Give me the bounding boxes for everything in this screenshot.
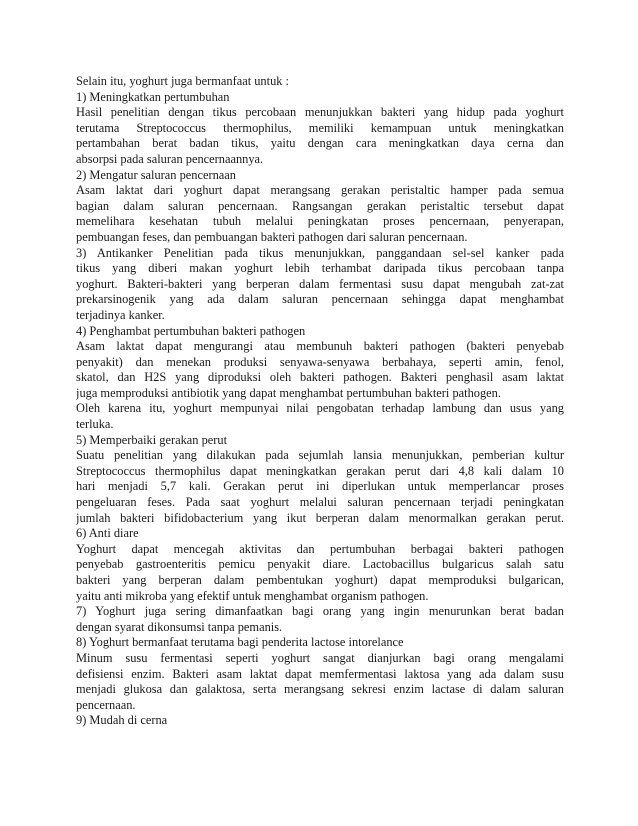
text-line: defisiensi enzim. Bakteri asam laktat dapat memfermentasi laktosa yang ada dalam susu <box>76 666 564 681</box>
text-line: Selain itu, yoghurt juga bermanfaat untuk : <box>76 74 290 88</box>
text-line: tikus yang diberi makan yoghurt lebih terhambat daripada tikus percobaan tanpa <box>76 261 564 276</box>
text-line: penyebab gastroenteritis pemicu penyakit diare. Lactobacillus bulgaricus salah satu <box>76 557 564 572</box>
text-line: dengan syarat dikonsumsi tanpa pemanis. <box>76 619 283 634</box>
text-line: yaitu anti mikroba yang efektif untuk menghambat organism pathogen. <box>76 588 429 603</box>
text-line: 5) Memperbaiki gerakan perut <box>76 432 228 447</box>
text-line: Oleh karena itu, yoghurt mempunyai nilai pengobatan terhadap lambung dan usus yang <box>76 401 564 416</box>
text-line: penyakit) dan menekan produksi senyawa-senyawa berbahaya, seperti amin, fenol, <box>76 354 564 369</box>
text-line: pengeluaran feses. Pada saat yoghurt melalui saluran pencernaan terjadi peningkatan <box>76 495 564 510</box>
text-line: 1) Meningkatkan pertumbuhan <box>76 89 230 104</box>
text-line: 8) Yoghurt bermanfaat terutama bagi penderita lactose intorelance <box>76 635 404 650</box>
text-line: prekarsinogenik yang ada dalam saluran pencernaan sehingga dapat menghambat <box>76 292 564 307</box>
text-line: Streptococcus thermophilus dapat meningkatkan gerakan perut dari 4,8 kali dalam 10 <box>76 463 564 478</box>
text-line: hari menjadi 5,7 kali. Gerakan perut ini diperlukan untuk memperlancar proses <box>76 479 564 494</box>
text-line: absorpsi pada saluran pencernaannya. <box>76 151 264 166</box>
text-line: skatol, dan H2S yang diproduksi oleh bakteri pathogen. Bakteri penghasil asam laktat <box>76 370 564 385</box>
text-line: jumlah bakteri bifidobacterium yang ikut berperan dalam menormalkan gerakan perut. <box>76 510 564 525</box>
text-line: Yoghurt dapat mencegah aktivitas dan pertumbuhan berbagai bakteri pathogen <box>76 541 564 556</box>
text-line: Minum susu fermentasi seperti yoghurt sangat dianjurkan bagi orang mengalami <box>76 650 564 665</box>
text-line: 2) Mengatur saluran pencernaan <box>76 167 236 182</box>
text-line: bakteri yang berperan dalam pembentukan yoghurt) dapat memproduksi bulgarican, <box>76 573 564 587</box>
text-line: pembuangan feses, dan pembuangan bakteri pathogen dari saluran pencernaan. <box>76 229 468 244</box>
text-line: 9) Mudah di cerna <box>76 713 168 728</box>
text-line: terluka. <box>76 417 114 432</box>
text-line: 4) Penghambat pertumbuhan bakteri pathogen <box>76 323 306 338</box>
text-line: 7) Yoghurt juga sering dimanfaatkan bagi orang yang ingin menurunkan berat badan <box>76 604 564 619</box>
document-body <box>76 74 564 729</box>
text-line: 3) Antikanker Penelitian pada tikus menunjukkan, panggandaan sel-sel kanker pada <box>76 245 564 260</box>
text-line: Asam laktat dapat mengurangi atau membunuh bakteri pathogen (bakteri penyebab <box>76 339 564 354</box>
text-line: pertambahan berat badan tikus, yaitu dengan cara meningkatkan daya cerna dan <box>76 136 564 151</box>
text-line: 6) Anti diare <box>76 526 139 541</box>
text-line: bagian dalam saluran pencernaan. Rangsangan gerakan peristaltic tersebut dapat <box>76 198 564 213</box>
text-line: juga memproduksi antibiotik yang dapat menghambat pertumbuhan bakteri pathogen. <box>76 385 501 400</box>
text-line: Suatu penelitian yang dilakukan pada sejumlah lansia menunjukkan, pemberian kultur <box>76 448 564 463</box>
text-line: terjadinya kanker. <box>76 307 165 322</box>
text-line: Hasil penelitian dengan tikus percobaan menunjukkan bakteri yang hidup pada yoghurt <box>76 105 564 120</box>
text-line: yoghurt. Bakteri-bakteri yang berperan dalam fermentasi susu dapat mengubah zat-zat <box>76 276 564 291</box>
text-line: terutama Streptococcus thermophilus, memiliki kemampuan untuk meningkatkan <box>76 120 564 135</box>
text-line: Asam laktat dari yoghurt dapat merangsang gerakan peristaltic hamper pada semua <box>76 183 564 198</box>
text-line: memelihara kesehatan tubuh melalui peningkatan proses pencernaan, penyerapan, <box>76 214 564 229</box>
text-line: menjadi glukosa dan galaktosa, serta merangsang sekresi enzim lactase di dalam saluran <box>76 682 564 697</box>
text-line: pencernaan. <box>76 697 136 712</box>
